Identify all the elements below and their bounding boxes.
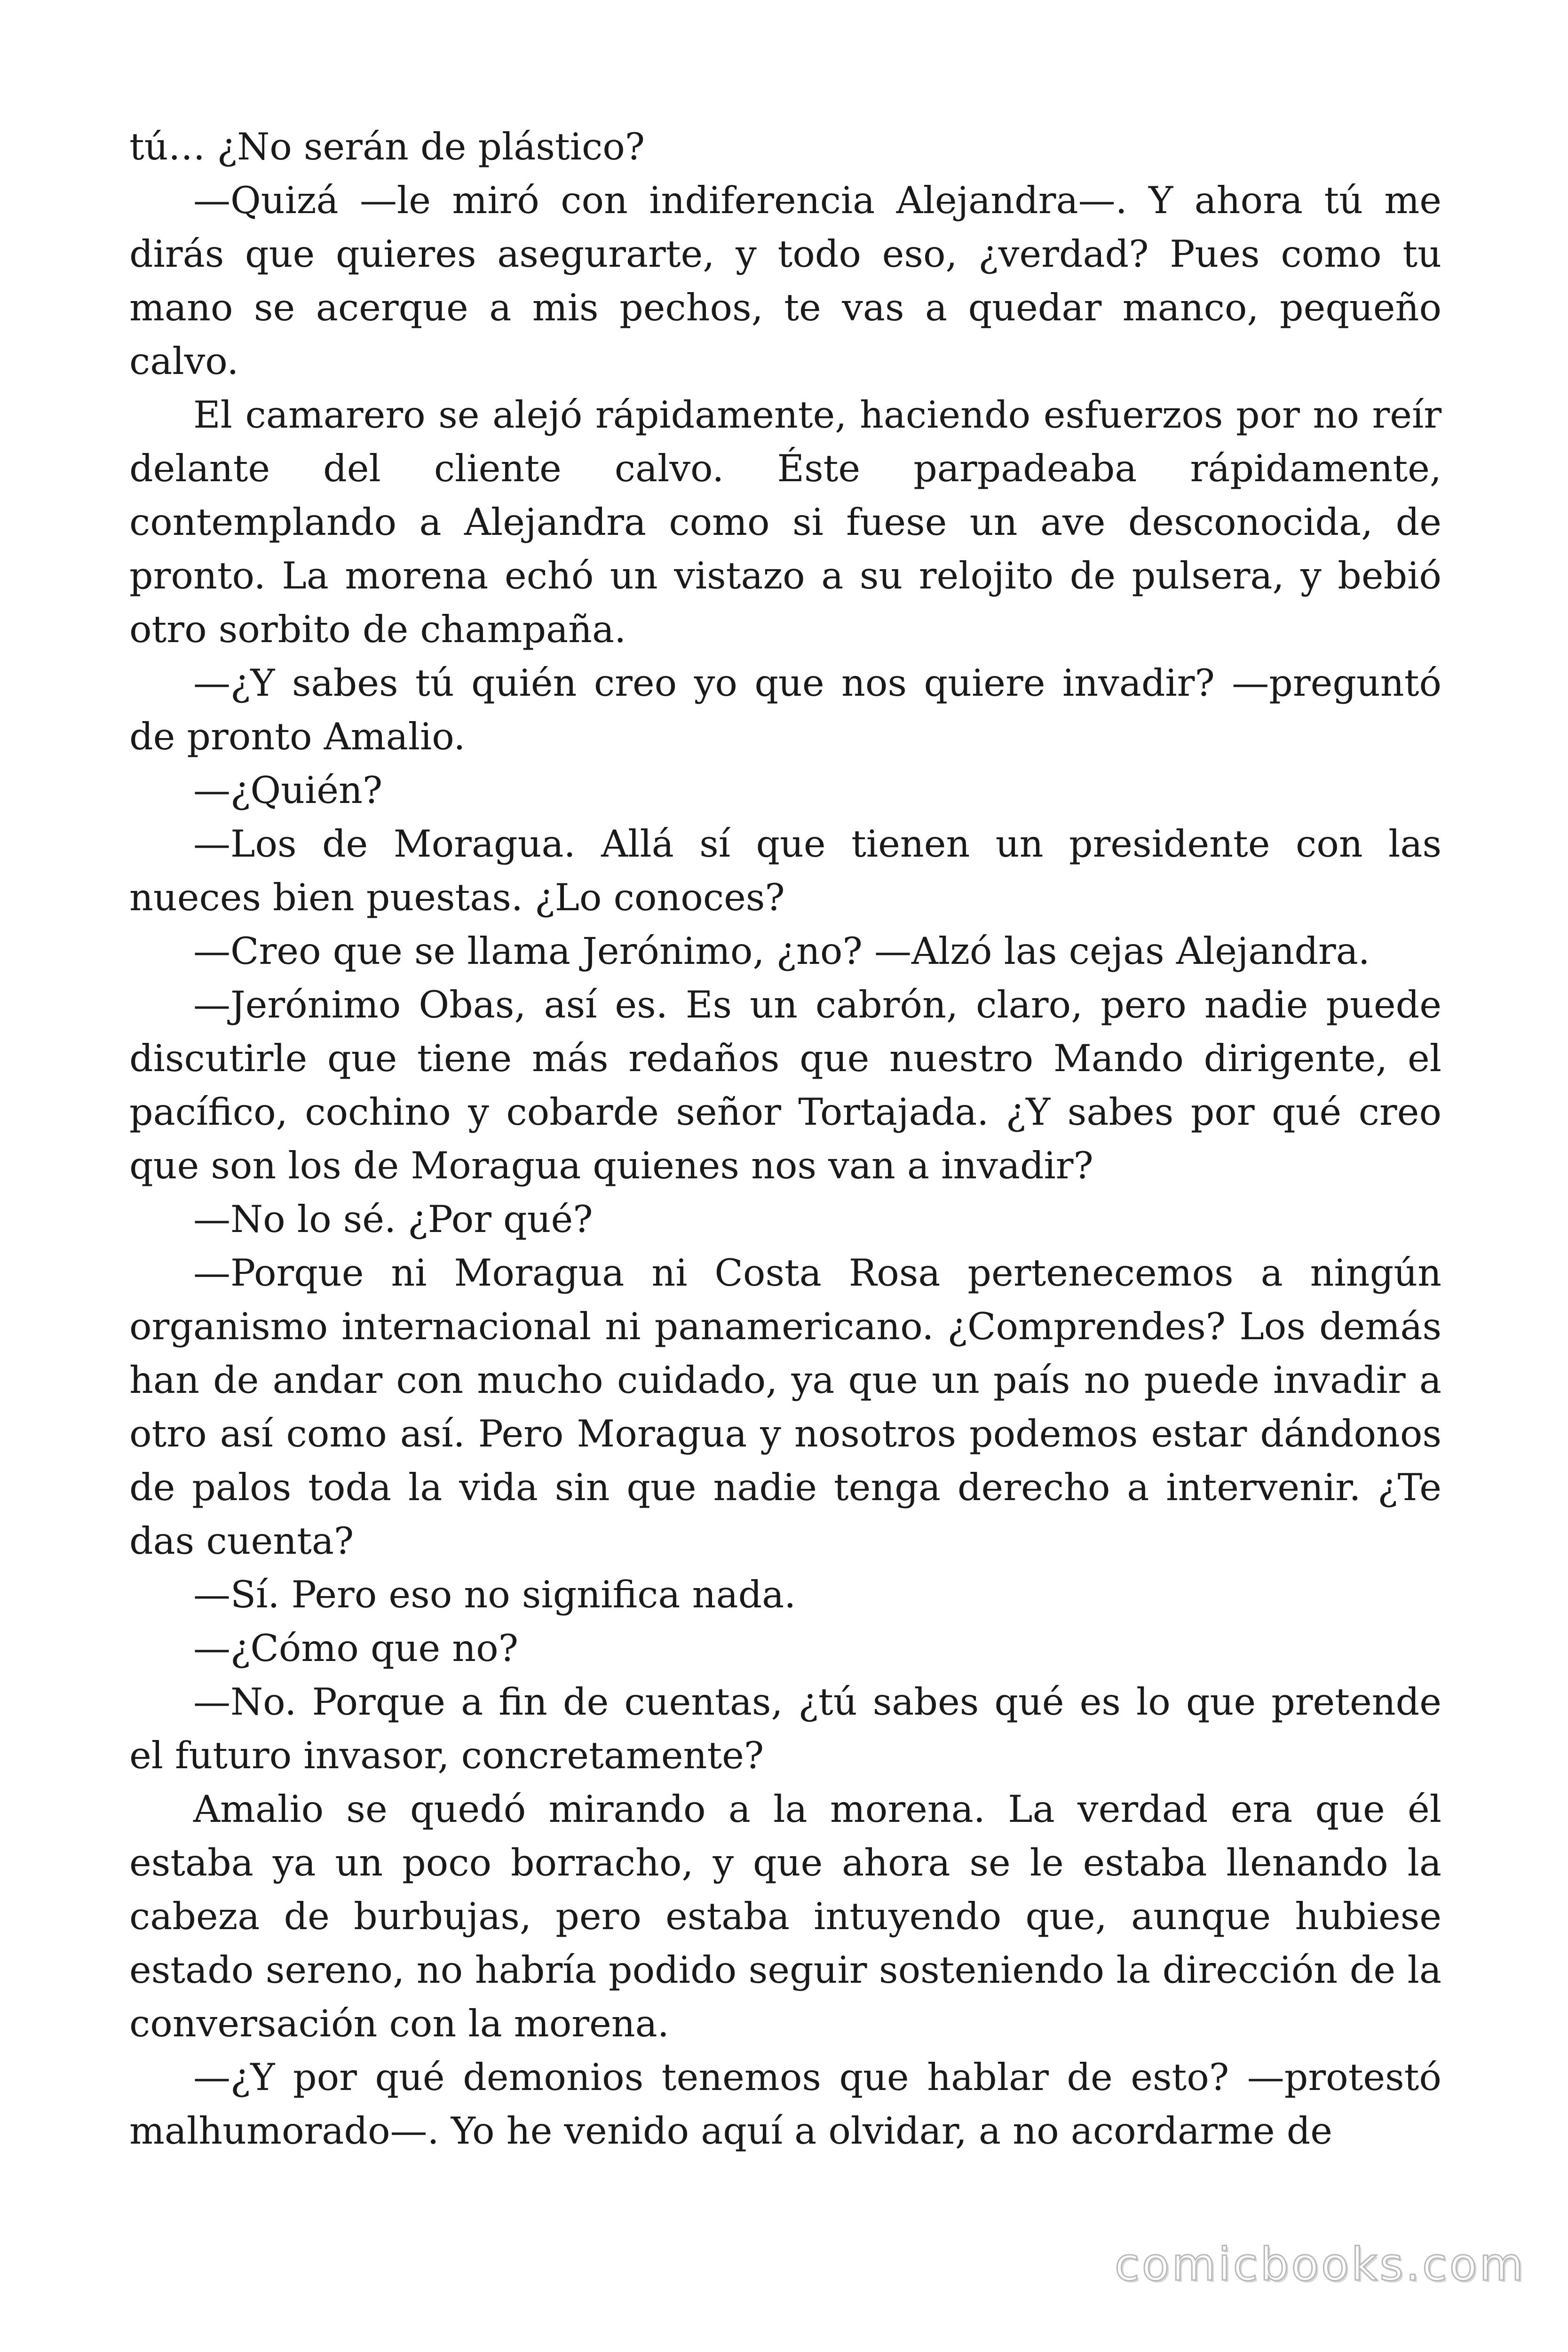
- paragraph: —Creo que se llama Jerónimo, ¿no? —Alzó las cejas Alejandra.: [193, 930, 1370, 973]
- paragraph: tú… ¿No serán de plástico?: [129, 125, 645, 168]
- paragraph: —Porque ni Moragua ni Costa Rosa pertenecemos a ningún organismo internacional ni panamericano. ¿Comprendes? Los demás han de andar con mucho cuidado, ya que un país no puede invadir a otro así como así. Pero Moragua y nosotros podemos estar dándonos de palos toda la vida sin que nadie tenga derecho a intervenir. ¿Te das cuenta?: [129, 1251, 1441, 1563]
- paragraph: —Jerónimo Obas, así es. Es un cabrón, claro, pero nadie puede discutirle que tiene más redaños que nuestro Mando dirigente, el pacífico, cochino y cobarde señor Tortajada. ¿Y sabes por qué creo que son los de Moragua quienes nos van a invadir?: [129, 983, 1441, 1187]
- paragraph: Amalio se quedó mirando a la morena. La verdad era que él estaba ya un poco borracho, y que ahora se le estaba llenando la cabeza de burbujas, pero estaba intuyendo que, aunque hubiese estado sereno, no habría podido seguir sosteniendo la dirección de la conversación con la morena.: [129, 1788, 1441, 2045]
- paragraph: El camarero se alejó rápidamente, haciendo esfuerzos por no reír delante del cliente calvo. Éste parpadeaba rápidamente, contemplando a Alejandra como si fuese un ave desconocida, de pronto. La morena echó un vistazo a su relojito de pulsera, y bebió otro sorbito de champaña.: [129, 393, 1441, 651]
- paragraph: —No lo sé. ¿Por qué?: [193, 1198, 593, 1241]
- paragraph: —No. Porque a fin de cuentas, ¿tú sabes qué es lo que pretende el futuro invasor, concretamente?: [129, 1680, 1441, 1777]
- paragraph: —Quizá —le miró con indiferencia Alejandra—. Y ahora tú me dirás que quieres asegurarte, y todo eso, ¿verdad? Pues como tu mano se acerque a mis pechos, te vas a quedar manco, pequeño calvo.: [129, 179, 1441, 383]
- paragraph: —¿Y sabes tú quién creo yo que nos quiere invadir? —preguntó de pronto Amalio.: [129, 661, 1441, 758]
- paragraph: —Sí. Pero eso no significa nada.: [193, 1573, 796, 1616]
- paragraph: —¿Y por qué demonios tenemos que hablar de esto? —protestó malhumorado—. Yo he venido aquí a olvidar, a no acordarme de: [129, 2056, 1441, 2153]
- book-text: [129, 120, 1441, 2158]
- paragraph: —Los de Moragua. Allá sí que tienen un presidente con las nueces bien puestas. ¿Lo conoces?: [129, 822, 1441, 919]
- paragraph: —¿Quién?: [193, 769, 383, 812]
- watermark: comicbooks.com: [1114, 2238, 1526, 2291]
- paragraph: —¿Cómo que no?: [193, 1627, 519, 1670]
